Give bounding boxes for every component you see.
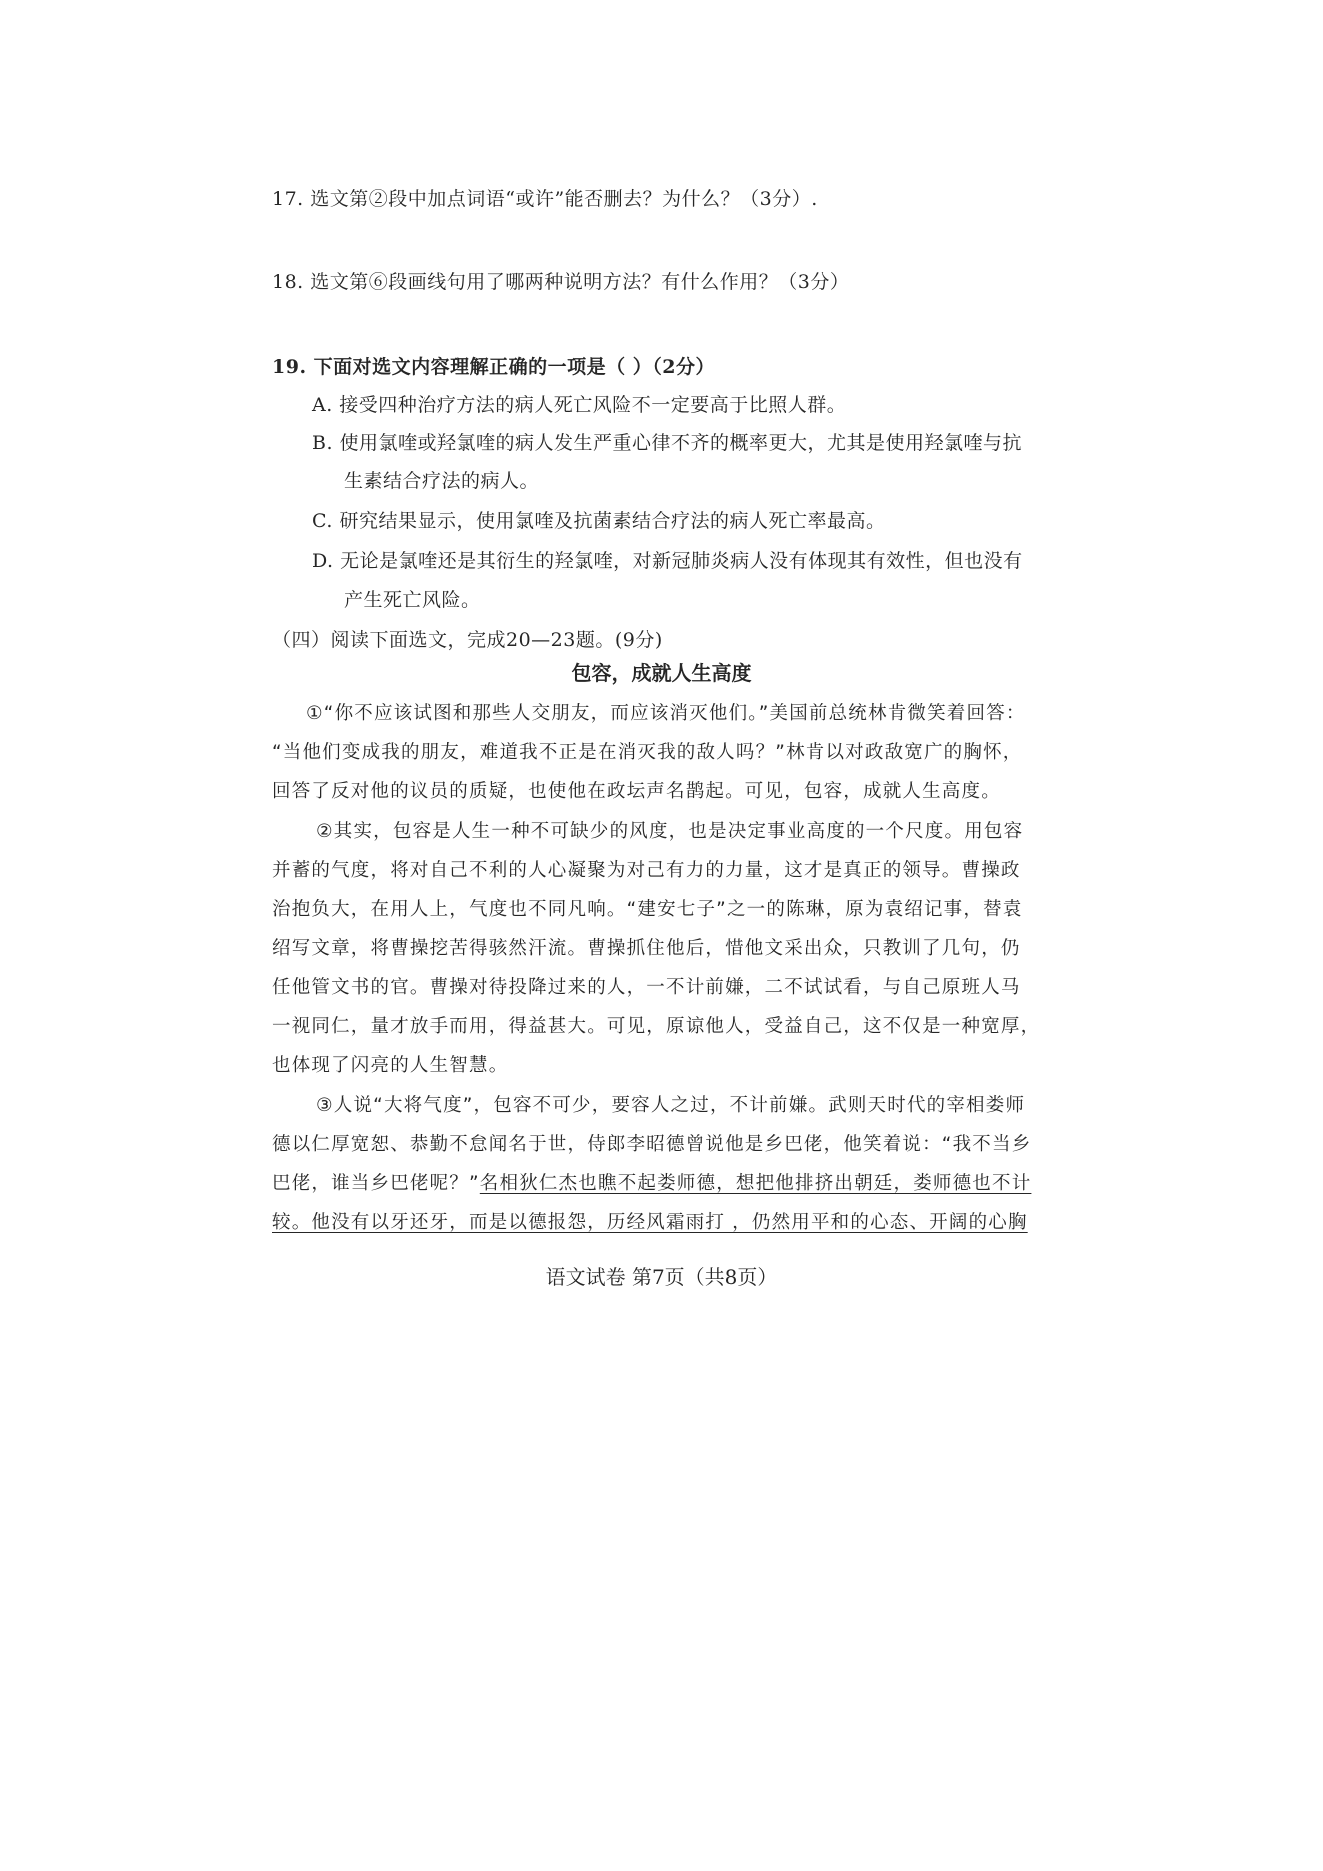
page-footer: 语文试卷 第7页（共8页）	[545, 1265, 778, 1289]
question-19-option-a: A. 接受四种治疗方法的病人死亡风险不一定要高于比照人群。	[312, 394, 847, 416]
underlined-sentence: 名相狄仁杰也瞧不起娄师德，想把他排挤出朝廷，娄师德也不计	[479, 1173, 1032, 1194]
question-17: 17. 选文第②段中加点词语“或许”能否删去？为什么？（3分）.	[272, 188, 818, 210]
question-19-option-c: C. 研究结果显示，使用氯喹及抗菌素结合疗法的病人死亡率最高。	[312, 510, 886, 532]
paragraph-3-line	[272, 1171, 1031, 1197]
paragraph-2-line: 一视同仁，量才放手而用，得益甚大。可见，原谅他人，受益自己，这不仅是一种宽厚，	[272, 1016, 1041, 1037]
paragraph-2-line: 任他管文书的官。曹操对待投降过来的人，一不计前嫌，二不试试看，与自己原班人马	[272, 977, 1021, 998]
paragraph-1-line: “当他们变成我的朋友，难道我不正是在消灭我的敌人吗？”林肯以对政敌宽广的胸怀，	[272, 742, 1023, 763]
question-19-option-d: D. 无论是氯喹还是其衍生的羟氯喹，对新冠肺炎病人没有体现其有效性，但也没有	[312, 550, 1023, 572]
question-19-option-b: B. 使用氯喹或羟氯喹的病人发生严重心律不齐的概率更大，尤其是使用羟氯喹与抗	[312, 432, 1023, 454]
question-19-option-b-cont: 生素结合疗法的病人。	[344, 470, 540, 492]
paragraph-2-line: 并蓄的气度，将对自己不利的人心凝聚为对己有力的力量，这才是真正的领导。曹操政	[272, 860, 1021, 881]
passage-title: 包容，成就人生高度	[571, 661, 752, 685]
question-19-stem: 19. 下面对选文内容理解正确的一项是（ ）（2分）	[272, 356, 716, 378]
paragraph-1-line: ①“你不应该试图和那些人交朋友，而应该消灭他们。”美国前总统林肯微笑着回答：	[306, 703, 1026, 724]
question-18: 18. 选文第⑥段画线句用了哪两种说明方法？有什么作用？（3分）	[272, 271, 850, 293]
paragraph-3-line: ③人说“大将气度”，包容不可少，要容人之过，不计前嫌。武则天时代的宰相娄师	[316, 1095, 1026, 1116]
paragraph-2-line: ②其实，包容是人生一种不可缺少的风度，也是决定事业高度的一个尺度。用包容	[316, 821, 1024, 842]
paragraph-3-line: 德以仁厚宽恕、恭勤不怠闻名于世，侍郎李昭德曾说他是乡巴佬，他笑着说：“我不当乡	[272, 1134, 1032, 1155]
paragraph-2-line: 也体现了闪亮的人生智慧。	[272, 1055, 509, 1076]
paragraph-3-plain-text: 巴佬，谁当乡巴佬呢？”	[272, 1173, 480, 1194]
paragraph-2-line: 治抱负大，在用人上，气度也不同凡响。“建安七子”之一的陈琳，原为袁绍记事，替袁	[272, 899, 1023, 920]
underlined-sentence: 较。他没有以牙还牙，而是以德报怨，历经风霜雨打 ，仍然用平和的心态、开阔的心胸	[272, 1212, 1028, 1233]
section-instruction: （四）阅读下面选文，完成20—23题。(9分)	[272, 629, 663, 651]
question-19-option-d-cont: 产生死亡风险。	[344, 589, 481, 611]
paragraph-2-line: 绍写文章，将曹操挖苦得骇然汗流。曹操抓住他后，惜他文采出众，只教训了几句，仍	[272, 938, 1021, 959]
paragraph-1-line: 回答了反对他的议员的质疑，也使他在政坛声名鹊起。可见，包容，成就人生高度。	[272, 781, 1001, 802]
